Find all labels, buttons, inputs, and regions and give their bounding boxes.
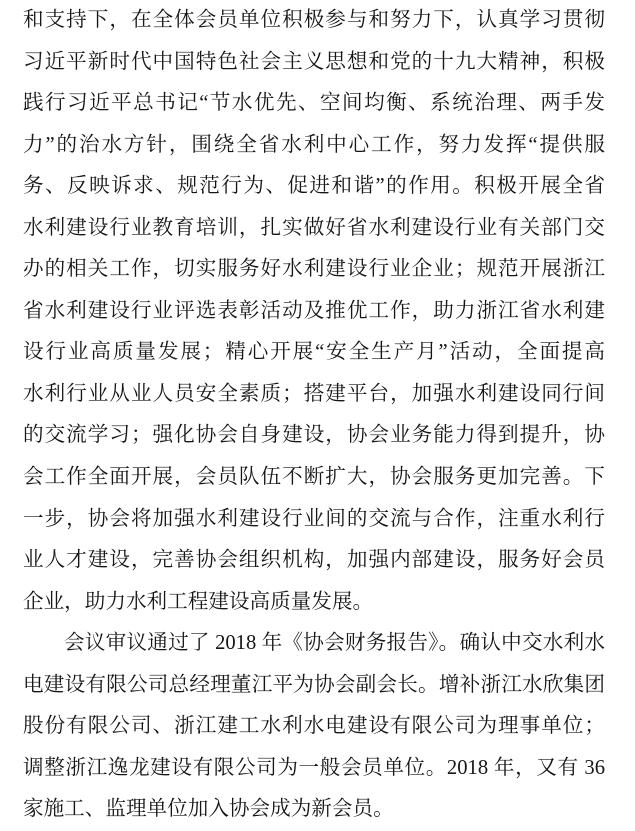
text-line: 习近平新时代中国特色社会主义思想和党的十九大精神，积极 (23, 50, 605, 73)
text-line: 力”的治水方针，围绕全省水利中心工作，努力发挥“提供服 (23, 133, 605, 156)
text-line: 调整浙江逸龙建设有限公司为一般会员单位。2018 年，又有 36 (23, 756, 605, 779)
text-line: 业人才建设，完善协会组织机构，加强内部建设，服务好会员 (23, 549, 605, 572)
text-line: 的交流学习；强化协会自身建设，协会业务能力得到提升，协 (23, 424, 605, 447)
text-line: 电建设有限公司总经理董江平为协会副会长。增补浙江水欣集团 (23, 673, 605, 696)
text-line: 水利行业从业人员安全素质；搭建平台，加强水利建设同行间 (23, 382, 605, 405)
text-line: 省水利建设行业评选表彰活动及推优工作，助力浙江省水利建 (23, 299, 605, 322)
text-line: 务、反映诉求、规范行为、促进和谐”的作用。积极开展全省 (23, 175, 605, 198)
text-line: 践行习近平总书记“节水优先、空间均衡、系统治理、两手发 (23, 92, 605, 115)
document-text (23, 0, 605, 831)
text-line: 股份有限公司、浙江建工水利水电建设有限公司为理事单位； (23, 715, 605, 738)
text-line: 会议审议通过了 2018 年《协会财务报告》。确认中交水利水 (64, 632, 605, 655)
paragraph (23, 0, 605, 623)
text-line: 办的相关工作，切实服务好水利建设行业企业；规范开展浙江 (23, 258, 605, 281)
text-line: 和支持下，在全体会员单位积极参与和努力下，认真学习贯彻 (23, 9, 605, 31)
text-line: 设行业高质量发展；精心开展“安全生产月”活动，全面提高 (23, 341, 605, 364)
text-line: 会工作全面开展，会员队伍不断扩大，协会服务更加完善。下 (23, 466, 605, 489)
text-line: 企业，助力水利工程建设高质量发展。 (23, 590, 374, 613)
text-line: 家施工、监理单位加入协会成为新会员。 (23, 798, 394, 821)
text-line: 一步，协会将加强水利建设行业间的交流与合作，注重水利行 (23, 507, 605, 530)
text-line: 水利建设行业教育培训，扎实做好省水利建设行业有关部门交 (23, 216, 605, 239)
paragraph (23, 623, 605, 831)
